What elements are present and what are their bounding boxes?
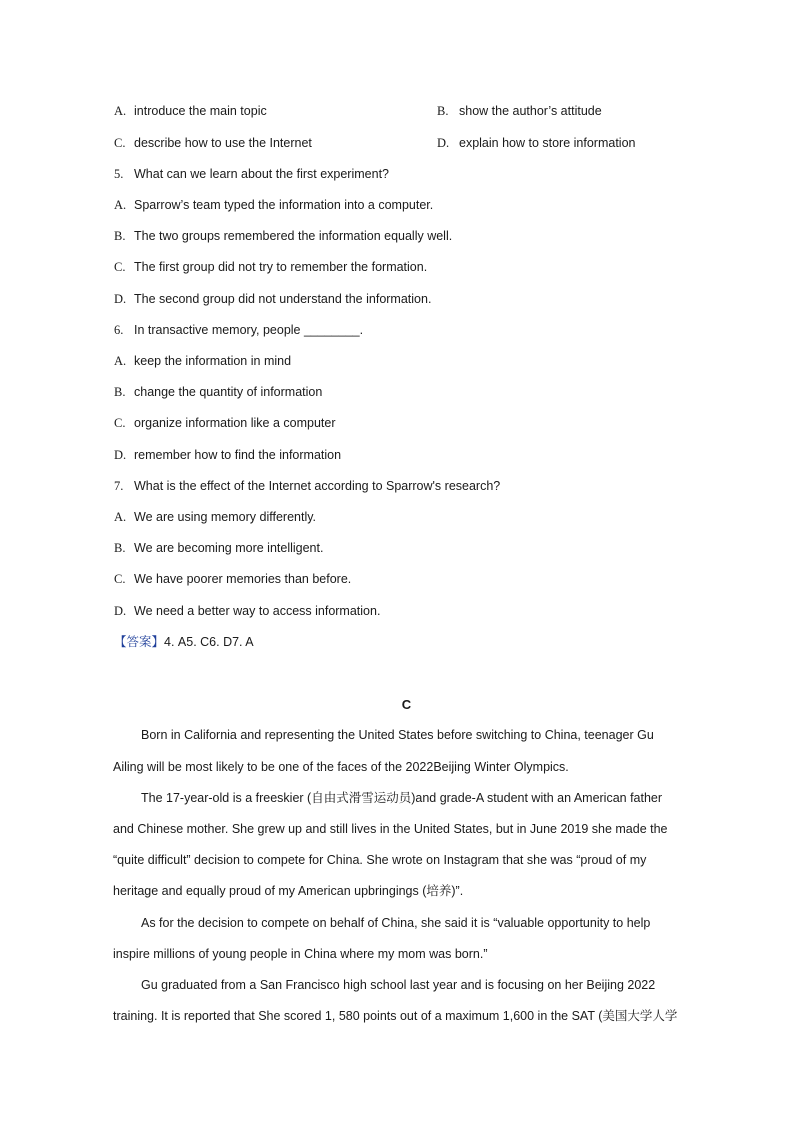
passage-line: heritage and equally proud of my American upbringings (培养)”. [113,884,464,898]
option-text: We are using memory differently. [134,510,317,524]
option-label: C. [114,572,126,586]
passage-line: Gu graduated from a San Francisco high school last year and is focusing on her Beijing 2022 [141,978,656,992]
answer-bracket-label: 【答案】 [114,635,165,649]
question-number: 7. [114,479,124,493]
answer-key [114,632,254,652]
question-number: 5. [114,167,124,181]
option-label: A. [114,354,127,368]
passage-line: “quite difficult” decision to compete for China. She wrote on Instagram that she was “proud of my [113,853,647,867]
passage-line: inspire millions of young people in China where my mom was born.” [113,947,488,961]
option-label: B. [114,541,126,555]
option-label: D. [114,448,127,462]
section-title: C [401,697,412,712]
passage-line: training. It is reported that She scored 1, 580 points out of a maximum 1,600 in the SAT (美国大学人学 [113,1009,678,1023]
option-label: A. [114,510,127,524]
option-label: A. [114,198,127,212]
question-text: What can we learn about the first experiment? [134,167,389,181]
option-text: We have poorer memories than before. [134,572,352,586]
question-text: What is the effect of the Internet according to Sparrow's research? [134,479,501,493]
option-text: remember how to find the information [134,448,342,462]
option-text: show the author’s attitude [459,104,602,118]
passage-line: The 17-year-old is a freeskier (自由式滑雪运动员)and grade-A student with an American father [141,791,663,805]
option-text: describe how to use the Internet [134,136,312,150]
option-label: A. [114,104,127,118]
passage-line: As for the decision to compete on behalf of China, she said it is “valuable opportunity to help [141,916,651,930]
option-text: The first group did not try to remember the formation. [134,260,428,274]
option-label: C. [114,416,126,430]
option-label: D. [114,292,127,306]
answer-text: 4. A5. C6. D7. A [164,635,254,649]
option-label: C. [114,260,126,274]
option-text: We are becoming more intelligent. [134,541,324,555]
option-text: The second group did not understand the information. [134,292,432,306]
option-text: The two groups remembered the information equally well. [134,229,453,243]
option-label: B. [114,229,126,243]
option-text: introduce the main topic [134,104,267,118]
option-text: explain how to store information [459,136,636,150]
passage-line: Ailing will be most likely to be one of the faces of the 2022Beijing Winter Olympics. [113,760,569,774]
option-text: keep the information in mind [134,354,292,368]
option-label: B. [114,385,126,399]
option-text: We need a better way to access information. [134,604,381,618]
option-text: Sparrow’s team typed the information into a computer. [134,198,434,212]
option-label: B. [437,104,449,118]
passage-line: and Chinese mother. She grew up and still lives in the United States, but in June 2019 she made the [113,822,668,836]
option-label: C. [114,136,126,150]
option-label: D. [114,604,127,618]
passage-line: Born in California and representing the United States before switching to China, teenager Gu [141,728,654,742]
option-label: D. [437,136,450,150]
option-text: organize information like a computer [134,416,336,430]
option-text: change the quantity of information [134,385,323,399]
question-number: 6. [114,323,124,337]
question-text: In transactive memory, people ________. [134,323,364,337]
